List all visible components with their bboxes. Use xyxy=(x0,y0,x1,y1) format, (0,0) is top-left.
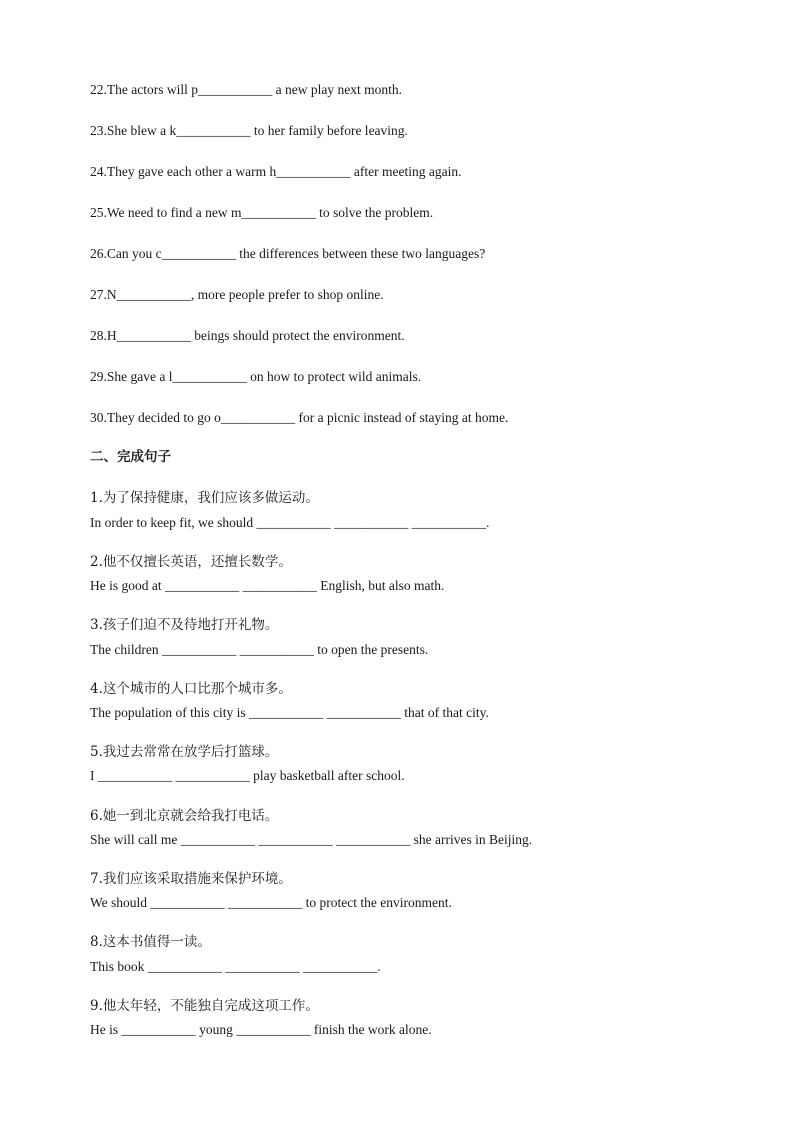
fill-item-25: 25.We need to find a new m___________ to solve the problem. xyxy=(90,205,434,220)
sentence-3-en: The children ___________ ___________ to open the presents. xyxy=(90,642,429,657)
sentence-9-cn: 9.他太年轻，不能独自完成这项工作。 xyxy=(90,998,319,1014)
sentence-1-en: In order to keep fit, we should ___________ ___________ ___________. xyxy=(90,515,490,530)
sentence-5-cn: 5.我过去常常在放学后打篮球。 xyxy=(90,744,279,760)
sentence-8-cn: 8.这本书值得一读。 xyxy=(90,934,211,950)
sentence-4-en: The population of this city is ___________ ___________ that of that city. xyxy=(90,705,489,720)
sentence-6-cn: 6.她一到北京就会给我打电话。 xyxy=(90,808,279,824)
fill-item-27: 27.N___________, more people prefer to shop online. xyxy=(90,287,384,302)
sentence-2-en: He is good at ___________ ___________ English, but also math. xyxy=(90,578,445,593)
fill-item-29: 29.She gave a l___________ on how to protect wild animals. xyxy=(90,369,422,384)
fill-item-23: 23.She blew a k___________ to her family before leaving. xyxy=(90,123,408,138)
fill-item-30: 30.They decided to go o___________ for a picnic instead of staying at home. xyxy=(90,410,509,425)
sentence-2-cn: 2.他不仅擅长英语，还擅长数学。 xyxy=(90,554,292,570)
fill-item-28: 28.H___________ beings should protect the environment. xyxy=(90,328,405,343)
sentence-4-cn: 4.这个城市的人口比那个城市多。 xyxy=(90,681,292,697)
sentence-9-en: He is ___________ young ___________ finish the work alone. xyxy=(90,1022,432,1037)
fill-item-26: 26.Can you c___________ the differences between these two languages? xyxy=(90,246,486,261)
sentence-7-en: We should ___________ ___________ to protect the environment. xyxy=(90,895,452,910)
sentence-8-en: This book ___________ ___________ ___________. xyxy=(90,959,381,974)
fill-item-22: 22.The actors will p___________ a new play next month. xyxy=(90,82,402,97)
sentence-7-cn: 7.我们应该采取措施来保护环境。 xyxy=(90,871,292,887)
sentence-3-cn: 3.孩子们迫不及待地打开礼物。 xyxy=(90,617,279,633)
sentence-6-en: She will call me ___________ ___________ ___________ she arrives in Beijing. xyxy=(90,832,533,847)
section-heading: 二、完成句子 xyxy=(90,449,171,465)
sentence-1-cn: 1.为了保持健康，我们应该多做运动。 xyxy=(90,490,319,506)
sentence-5-en: I ___________ ___________ play basketball after school. xyxy=(90,768,405,783)
fill-item-24: 24.They gave each other a warm h___________ after meeting again. xyxy=(90,164,462,179)
